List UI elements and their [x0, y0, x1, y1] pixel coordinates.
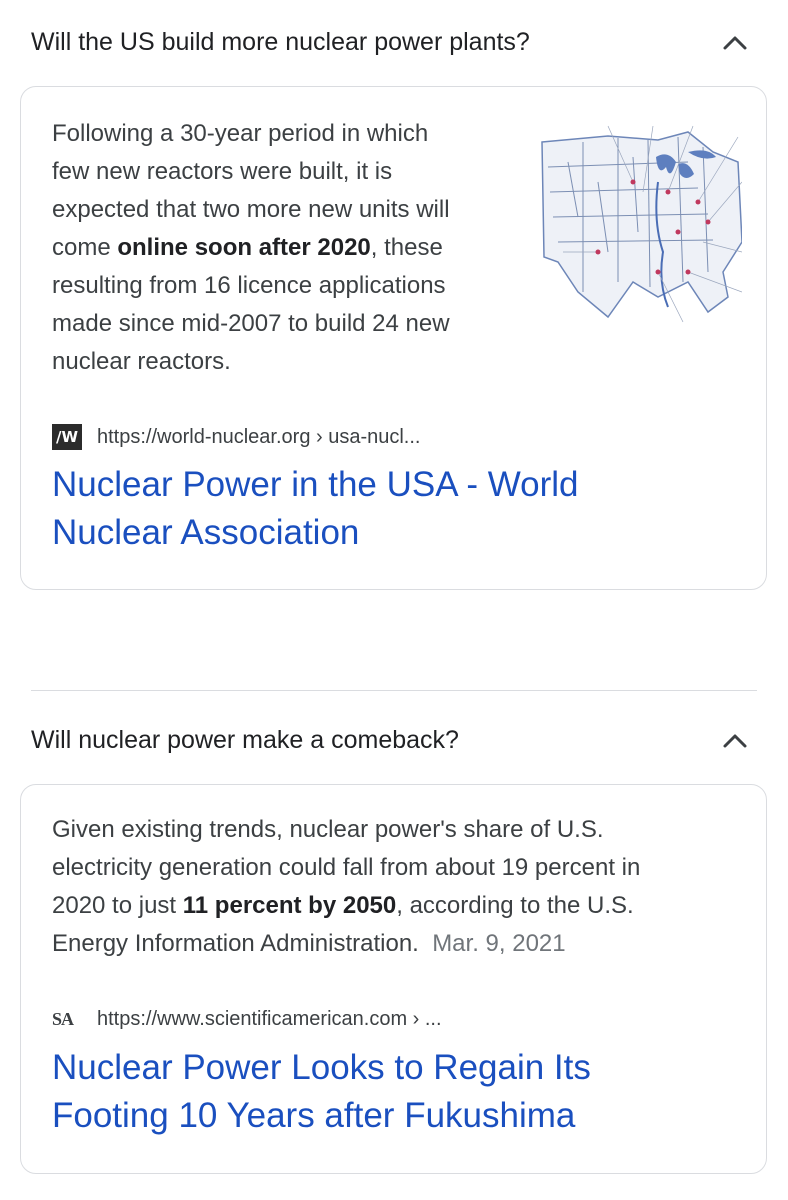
answer-card-1: [20, 86, 767, 590]
snippet-date: Mar. 9, 2021: [432, 930, 566, 957]
faq-question-2-text: Will nuclear power make a comeback?: [31, 726, 459, 754]
result-title-link-1[interactable]: [52, 461, 579, 557]
snippet-line: few new reactors were built, it is: [52, 158, 393, 185]
answer-snippet-1: [52, 115, 522, 381]
result-title-line: Nuclear Power in the USA - World: [52, 465, 579, 504]
snippet-line: Given existing trends, nuclear power's share of U.S.: [52, 816, 604, 843]
result-title-line: Nuclear Association: [52, 513, 360, 552]
faq-divider: [31, 690, 757, 691]
faq-question-1[interactable]: [0, 12, 788, 72]
snippet-line: electricity generation could fall from about 19 percent in: [52, 854, 641, 881]
world-nuclear-favicon: /W: [52, 424, 82, 450]
source-url-2[interactable]: https://www.scientificamerican.com › ...: [97, 1007, 442, 1030]
answer-snippet-2: [52, 811, 752, 963]
chevron-up-icon[interactable]: [720, 30, 750, 54]
result-title-link-2[interactable]: [52, 1044, 591, 1140]
result-title-line: Nuclear Power Looks to Regain Its: [52, 1048, 591, 1087]
snippet-line: resulting from 16 licence applications: [52, 272, 446, 299]
snippet-line: Energy Information Administration. Mar. 9, 2021: [52, 930, 566, 957]
snippet-line: Following a 30-year period in which: [52, 120, 429, 147]
us-map-thumbnail[interactable]: [538, 122, 742, 327]
source-url-1[interactable]: https://world-nuclear.org › usa-nucl...: [97, 425, 421, 448]
answer-card-2: [20, 784, 767, 1174]
chevron-up-icon[interactable]: [720, 728, 750, 752]
snippet-line: expected that two more new units will: [52, 196, 450, 223]
snippet-line: nuclear reactors.: [52, 348, 231, 375]
faq-question-2[interactable]: [0, 710, 788, 770]
source-attribution-1[interactable]: [52, 423, 420, 451]
snippet-highlight: 11 percent by 2050: [182, 892, 397, 919]
source-attribution-2[interactable]: [52, 1005, 442, 1033]
snippet-line: made since mid-2007 to build 24 new: [52, 310, 450, 337]
faq-question-1-text: Will the US build more nuclear power plants?: [31, 28, 530, 56]
snippet-line: 2020 to just 11 percent by 2050, according to the U.S.: [52, 892, 634, 919]
result-title-line: Footing 10 Years after Fukushima: [52, 1096, 576, 1135]
snippet-highlight: online soon after 2020: [117, 234, 371, 261]
scientific-american-favicon: SA: [52, 1008, 74, 1029]
snippet-line: come online soon after 2020, these: [52, 234, 443, 261]
